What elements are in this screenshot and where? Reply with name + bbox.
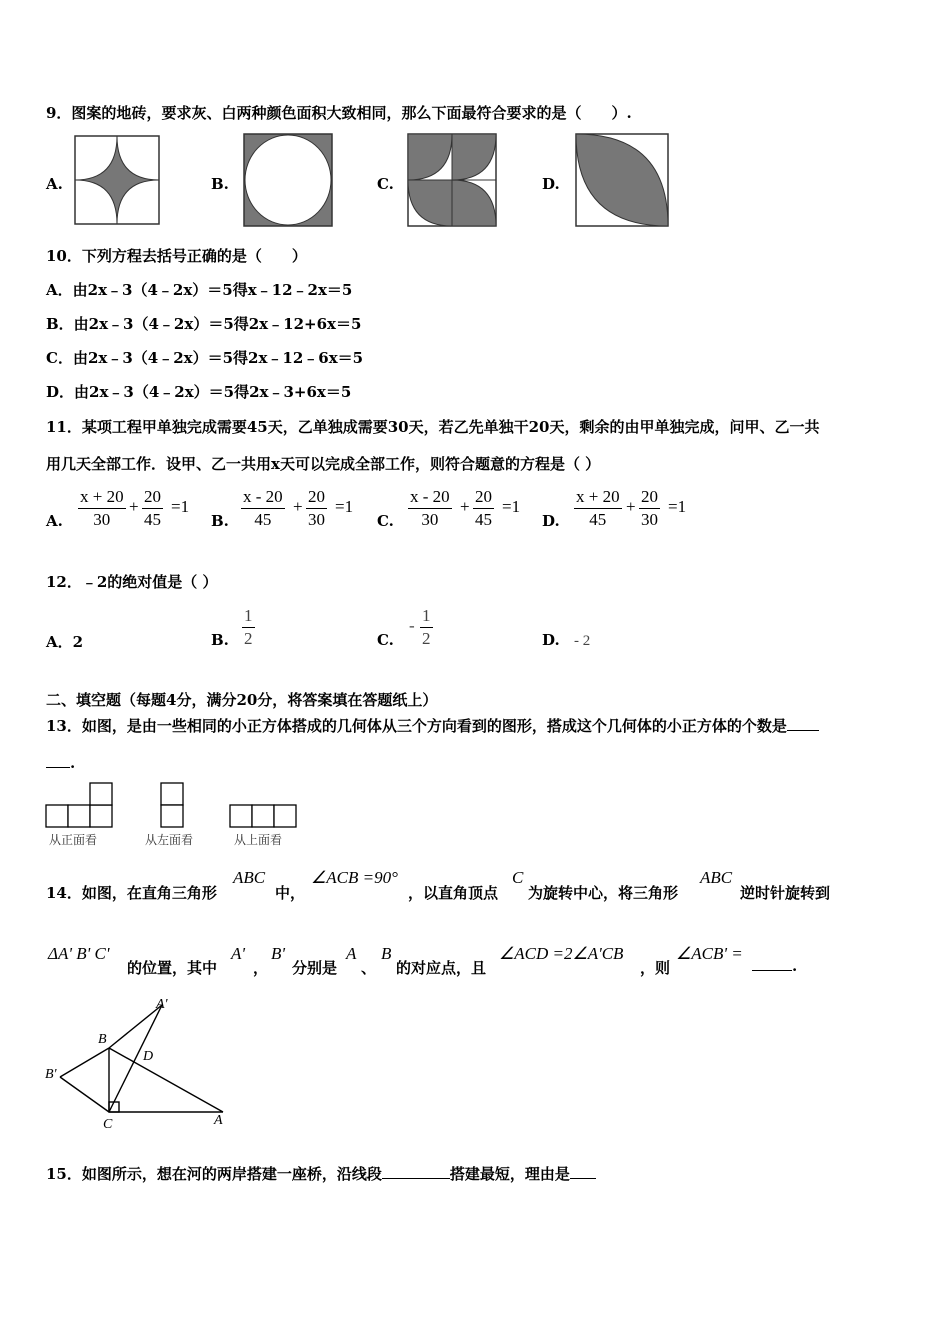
- q11-b-frac2: $\frac{20}{30}$: [308, 487, 325, 529]
- q14-math-abc: ABC: [233, 868, 266, 887]
- q11-a-frac1: $\frac{x + 20}{30}$: [80, 487, 124, 529]
- q11-option-d-label: D.: [542, 512, 560, 530]
- q14-text-4: 为旋转中心，将三角形: [528, 884, 679, 902]
- q11-b-frac1: $\frac{x - 20}{45}$: [243, 487, 283, 529]
- q14-math-a-prime: A': [231, 944, 246, 963]
- q12-option-c-label: C.: [377, 631, 394, 649]
- q14-label-b-prime: B': [45, 1067, 57, 1082]
- q9-option-a-label: A.: [46, 175, 63, 193]
- q13-caption-front: 从正面看: [49, 833, 98, 847]
- section2-heading: 二、填空题（每题4分，满分20分，将答案填在答题纸上）: [46, 691, 438, 709]
- q15-stem: 15．如图所示，想在河的两岸搭建一座桥，沿线段 搭建最短，理由是: [46, 1163, 596, 1184]
- q11-d-frac1: $\frac{x + 20}{45}$: [576, 487, 620, 529]
- q10-option-c: C．由2x﹣3（4﹣2x）＝5得2x﹣12﹣6x＝5: [46, 349, 364, 367]
- q11-d-plus: +: [626, 497, 636, 516]
- q11-d-rhs: =1: [668, 497, 687, 516]
- q10-option-d: D．由2x﹣3（4﹣2x）＝5得2x﹣3+6x＝5: [46, 383, 352, 401]
- q9-figure-c: [407, 133, 497, 227]
- q12-option-b-label: B.: [211, 631, 229, 649]
- q14-math-answer-lhs: ∠ACB' =: [676, 944, 743, 963]
- q14-label-d: D: [143, 1049, 154, 1064]
- q12-option-a: A．2: [46, 633, 84, 651]
- q9-figure-b: [243, 133, 333, 227]
- q13-caption-top: 从上面看: [234, 833, 283, 847]
- q10-stem: 10．下列方程去括号正确的是（ ）: [46, 247, 307, 265]
- q12-c-frac: $\frac{1}{2}$: [422, 606, 431, 648]
- q10-option-b: B．由2x﹣3（4﹣2x）＝5得2x﹣12+6x＝5: [46, 315, 362, 333]
- q14-text-8: 分别是: [292, 959, 338, 977]
- q11-c-frac1: $\frac{x - 20}{30}$: [410, 487, 450, 529]
- q11-a-plus: +: [129, 497, 139, 516]
- q9-figure-a: [74, 135, 160, 225]
- q13-stem: 13．如图，是由一些相同的小正方体搭成的几何体从三个方向看到的图形，搭成这个几何体的小正方体的个数是: [46, 715, 819, 736]
- q11-stem-line2: 用几天全部工作．设甲、乙一共用x天可以完成全部工作，则符合题意的方程是（ ）: [46, 455, 601, 473]
- q11-option-a-label: A.: [46, 512, 63, 530]
- q11-d-frac2: $\frac{20}{30}$: [641, 487, 658, 529]
- q10-option-a: A．由2x﹣3（4﹣2x）＝5得x﹣12﹣2x＝5: [46, 281, 353, 299]
- q9-figure-d: [575, 133, 669, 227]
- q14-label-a-prime: A': [156, 997, 168, 1012]
- q14-label-a: A: [214, 1113, 223, 1128]
- q14-text-6: 的位置，其中: [127, 959, 218, 977]
- q14-text-7: ，: [253, 959, 269, 977]
- q14-label-c: C: [103, 1117, 113, 1132]
- q11-b-rhs: =1: [335, 497, 354, 516]
- q11-c-frac2: $\frac{20}{45}$: [475, 487, 492, 529]
- q14-text-9: 、: [361, 959, 377, 977]
- q14-math-triangle: ΔA' B' C': [48, 944, 110, 963]
- q14-label-b: B: [98, 1032, 107, 1047]
- q14-text-2: 中，: [275, 884, 306, 902]
- q11-option-c-label: C.: [377, 512, 394, 530]
- q9-option-c-label: C.: [377, 175, 394, 193]
- q11-c-rhs: =1: [502, 497, 521, 516]
- q12-b-frac: $\frac{1}{2}$: [244, 606, 253, 648]
- q9-stem: 9．图案的地砖，要求灰、白两种颜色面积大致相同，那么下面最符合要求的是（ ）.: [46, 104, 632, 122]
- q14-math-a: A: [346, 944, 357, 963]
- q11-option-b-label: B.: [211, 512, 229, 530]
- q9-option-b-label: B.: [211, 175, 229, 193]
- q14-math-abc-2: ABC: [700, 868, 733, 887]
- q13-top-view: [229, 803, 301, 829]
- q11-a-frac2: $\frac{20}{45}$: [144, 487, 161, 529]
- q14-text-10: 的对应点，且: [396, 959, 487, 977]
- q14-text-11: ，则: [640, 959, 671, 977]
- q14-answer-blank: .: [752, 957, 797, 975]
- q13-left-view: [159, 781, 187, 829]
- q13-caption-left: 从左面看: [145, 833, 194, 847]
- q12-stem: 12．﹣2的绝对值是（ ）: [46, 573, 218, 591]
- q11-b-plus: +: [293, 497, 303, 516]
- q13-tail: .: [46, 754, 75, 772]
- q11-stem-line1: 11．某项工程甲单独完成需要45天，乙单独成需要30天，若乙先单独干20天，剩余的由甲单独完成，问甲、乙一共: [46, 418, 820, 436]
- q14-text-1: 14．如图，在直角三角形: [46, 884, 217, 902]
- q12-option-d-label: D.: [542, 631, 560, 649]
- q11-c-plus: +: [460, 497, 470, 516]
- q14-math-b: B: [381, 944, 392, 963]
- q12-d-value: - 2: [574, 633, 591, 649]
- q9-option-d-label: D.: [542, 175, 560, 193]
- q14-text-3: ，以直角顶点: [408, 884, 499, 902]
- q11-a-rhs: =1: [171, 497, 190, 516]
- q13-front-view: [45, 781, 117, 829]
- q14-math-b-prime: B': [271, 944, 286, 963]
- q14-math-c: C: [512, 868, 524, 887]
- q14-text-5: 逆时针旋转到: [740, 884, 831, 902]
- q14-math-angle-relation: ∠ACD =2∠A'CB: [499, 944, 624, 963]
- q12-c-sign: -: [409, 616, 415, 635]
- q14-figure: [40, 995, 240, 1135]
- q14-math-angle: ∠ACB =90°: [311, 868, 398, 887]
